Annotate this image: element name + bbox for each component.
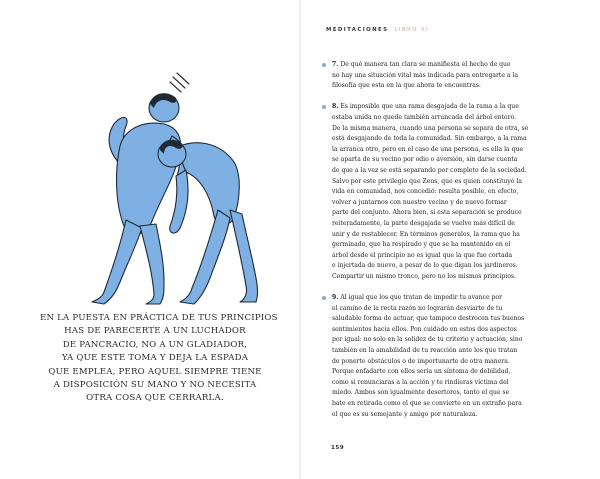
body-text xyxy=(332,60,564,431)
paragraph-line: unir y de restablecer. En términos generales, la rama que ha xyxy=(332,230,520,238)
paragraph-first-line: Es imposible que una rama desgajada de la rama a la que xyxy=(340,103,519,111)
paragraph-line: miedo. Ambos son igualmente desertores, tanto el que se xyxy=(332,389,510,397)
paragraph-line: estaba unida no quede también arrancada del árbol entero. xyxy=(332,113,517,121)
quote-line: DE PANCRACIO, NO A UN GLADIADOR, xyxy=(62,339,248,350)
paragraph-line: volver a juntarnos con nuestro vecino y de nuevo formar xyxy=(332,198,507,206)
paragraph-line xyxy=(332,102,564,113)
paragraph-line: sentimientos hacia ellos. Pon cuidado en estos dos aspectos xyxy=(332,325,517,333)
paragraph-line: también en la amabilidad de tu reacción ante los que tratan xyxy=(332,347,518,355)
paragraph-number: 9. xyxy=(332,294,339,302)
paragraph-line: el camino de la recta razón no lograrán desviarte de tu xyxy=(332,304,503,312)
paragraph-line: parte del conjunto. Ahora bien, si esta separación se produce xyxy=(332,209,522,217)
paragraph-line: como si renunciaras a la acción y te rindieras víctima del xyxy=(332,378,509,386)
paragraph xyxy=(332,60,564,92)
paragraph-line xyxy=(332,60,564,71)
quote-line: HAS DE PARECERTE A UN LUCHADOR xyxy=(64,326,246,337)
paragraph-line: la arranca otro, pero en el caso de una persona, es ella la que xyxy=(332,145,524,153)
paragraph-line: filosofía que esta en la que ahora te encuentras. xyxy=(332,82,481,90)
paragraph-line: Salvo por este privilegio que Zeus, que es quien constituyó la xyxy=(332,177,523,185)
paragraph-line: de que a la vez se está separando por completo de la sociedad. xyxy=(332,166,527,174)
paragraph-line: por igual: no solo en la solidez de tu criterio y actuación, sino xyxy=(332,336,523,344)
paragraph-first-line: Al igual que los que tratan de impedir tu avance por xyxy=(340,294,503,302)
paragraph-line: bate en retirada como el que se convierte en un extraño para xyxy=(332,400,522,407)
quote-line: YA QUE ESTE TOMA Y DEJA LA ESPADA xyxy=(61,353,249,364)
paragraph-number: 7. xyxy=(332,61,339,68)
running-head xyxy=(326,27,429,33)
paragraph-line: Compartir un mismo tronco, pero no los mismos principios. xyxy=(332,272,516,280)
quote-line: EN LA PUESTA EN PRÁCTICA DE TUS PRINCIPIOS xyxy=(40,313,278,323)
paragraph-line xyxy=(332,293,564,304)
running-head-book: LIBRO XI xyxy=(394,27,429,33)
paragraph-line: el que es su semejante y amigo por naturaleza. xyxy=(332,410,478,418)
paragraph-line: Porque enfadarte con ellos sería un síntoma de debilidad, xyxy=(332,368,511,376)
paragraph-line: reiteradamente, la parte desgajada se vuelve más difícil de xyxy=(332,219,515,227)
bullet-icon xyxy=(322,296,326,300)
bullet-icon xyxy=(322,105,326,109)
paragraph xyxy=(332,293,564,420)
paragraph-number: 8. xyxy=(332,103,339,111)
paragraph-line: vida en comunidad, nos concedió: resulta posible, en efecto, xyxy=(332,188,519,196)
quote-line: QUE EMPLEA, PERO AQUEL SIEMPRE TIENE xyxy=(48,366,262,377)
pull-quote xyxy=(40,312,278,406)
paragraph-line: e injertada de nuevo, a pesar de lo que digan los jardineros. xyxy=(332,262,518,270)
paragraph-line: saludable forma de actuar, que tampoco destrocen tus buenos xyxy=(332,315,525,323)
paragraph-line: se aparta de su vecino por odio o aversión, sin darse cuenta xyxy=(332,156,518,164)
quote-line: OTRA COSA QUE CERRARLA. xyxy=(86,393,224,404)
gutter xyxy=(299,0,301,479)
paragraph-first-line: De qué manera tan clara se manifiesta el hecho de que xyxy=(340,61,511,68)
quote-line: A DISPOSICIÓN SU MANO Y NO NECESITA xyxy=(53,380,257,391)
paragraph-line: de ponerte obstáculos o de importunarte de otra manera. xyxy=(332,357,510,365)
paragraph-line: De la misma manera, cuando una persona se separa de otra, se xyxy=(332,124,529,132)
bullet-icon xyxy=(322,63,326,67)
page-number: 159 xyxy=(331,445,345,451)
running-head-title: MEDITACIONES xyxy=(326,27,389,33)
wrestlers-illustration xyxy=(60,50,260,310)
paragraph-line: está desgajando de toda la comunidad. Sin embargo, a la rama xyxy=(332,135,527,143)
paragraph-line: no hay una situación vital más indicada para entregarte a la xyxy=(332,71,519,79)
paragraph-line: germinado, que ha respirado y que se ha mantenido en el xyxy=(332,241,511,249)
paragraph xyxy=(332,102,564,282)
paragraph-line: árbol desde el principio no es igual que la que fue cortada xyxy=(332,251,513,259)
